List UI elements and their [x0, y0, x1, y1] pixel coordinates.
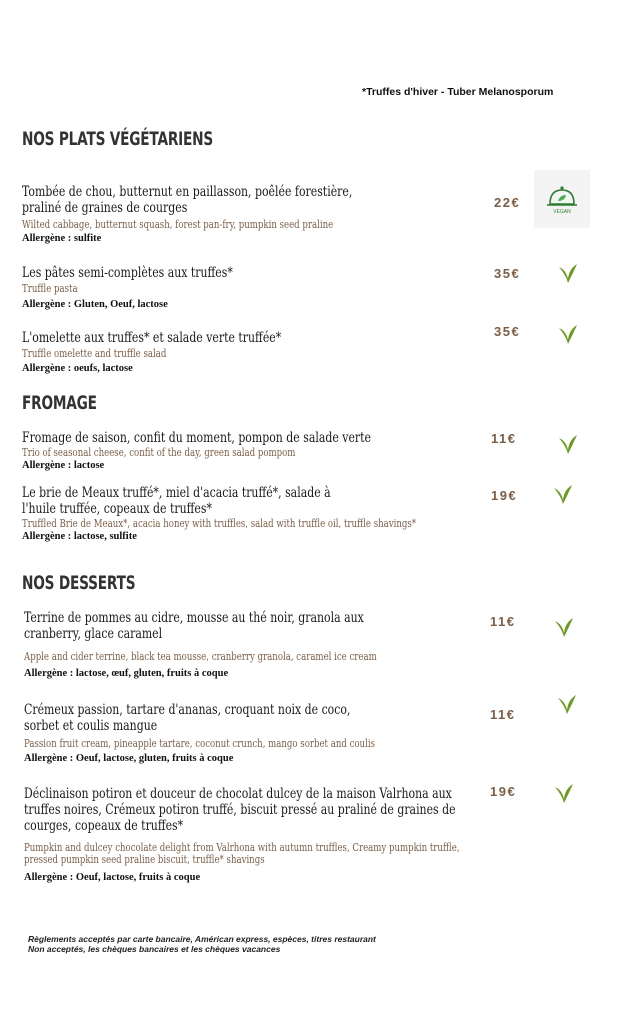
section-title-desserts: NOS DESSERTS	[22, 572, 136, 594]
dish-name: Déclinaison potiron et douceur de chocolat dulcey de la maison Valrhona aux truffes noires, Crémeux potiron truffé, biscuit pressé au praliné de graines de courges, copeaux de truffes*	[24, 786, 456, 834]
leaf-icon	[551, 482, 575, 506]
dish-price: 35€	[494, 266, 521, 281]
dish-allergens: Allergène : lactose, sulfite	[22, 531, 137, 542]
dish-name: Les pâtes semi-complètes aux truffes*	[22, 265, 233, 281]
dish-price: 19€	[491, 488, 518, 503]
dish-allergens: Allergène : lactose, œuf, gluten, fruits à coque	[24, 668, 229, 679]
dish-name: Crémeux passion, tartare d'ananas, croquant noix de coco, sorbet et coulis mangue	[24, 702, 351, 734]
dish-english: Apple and cider terrine, black tea mousse, cranberry granola, caramel ice cream	[24, 650, 377, 663]
leaf-icon	[555, 692, 579, 716]
truffle-note: *Truffes d'hiver - Tuber Melanosporum	[362, 86, 554, 98]
dish-price: 19€	[490, 784, 517, 799]
dish-price: 22€	[494, 195, 521, 210]
section-title-cheese: FROMAGE	[22, 392, 97, 414]
dish-english: Truffle omelette and truffle salad	[22, 347, 167, 360]
leaf-icon	[552, 615, 576, 639]
payment-accepted: Règlements acceptés par carte bancaire, Américan express, espèces, titres restaurant	[28, 934, 376, 944]
dish-price: 11€	[490, 707, 516, 722]
payment-footer	[28, 934, 376, 954]
dish-price: 11€	[490, 614, 516, 629]
dish-allergens: Allergène : lactose	[22, 460, 105, 471]
dish-name: Fromage de saison, confit du moment, pompon de salade verte	[22, 430, 371, 446]
dish-english: Truffled Brie de Meaux*, acacia honey with truffles, salad with truffle oil, truffle shavings*	[22, 517, 417, 530]
vegan-cloche-icon	[534, 170, 590, 228]
dish-price: 11€	[491, 431, 517, 446]
section-title-vegetarian: NOS PLATS VÉGÉTARIENS	[22, 128, 214, 150]
vegan-badge	[534, 170, 590, 228]
dish-english: Pumpkin and dulcey chocolate delight from Valrhona with autumn truffles, Creamy pumpkin truffle, pressed pumpkin seed praline biscuit, truffle* shavings	[24, 841, 460, 866]
dish-allergens: Allergène : Oeuf, lactose, gluten, fruits à coque	[24, 753, 234, 764]
dish-english: Passion fruit cream, pineapple tartare, coconut crunch, mango sorbet and coulis	[24, 737, 375, 750]
leaf-icon	[556, 432, 580, 456]
payment-not-accepted: Non acceptés, les chèques bancaires et les chèques vacances	[28, 944, 281, 954]
leaf-icon	[552, 781, 576, 805]
dish-allergens: Allergène : sulfite	[22, 233, 102, 244]
dish-name: Tombée de chou, butternut en paillasson, poêlée forestière, praliné de graines de courges	[22, 184, 353, 216]
dish-name: L'omelette aux truffes* et salade verte truffée*	[22, 330, 282, 346]
dish-name: Terrine de pommes au cidre, mousse au thé noir, granola aux cranberry, glace caramel	[24, 610, 364, 642]
dish-allergens: Allergène : Oeuf, lactose, fruits à coque	[24, 872, 201, 883]
leaf-icon	[556, 261, 580, 285]
dish-name: Le brie de Meaux truffé*, miel d'acacia truffé*, salade à l'huile truffée, copeaux de truffes*	[22, 485, 331, 517]
dish-english: Wilted cabbage, butternut squash, forest pan-fry, pumpkin seed praline	[22, 218, 334, 231]
dish-price: 35€	[494, 324, 521, 339]
leaf-icon	[556, 322, 580, 346]
dish-allergens: Allergène : oeufs, lactose	[22, 363, 133, 374]
dish-english: Truffle pasta	[22, 282, 78, 295]
dish-english: Trio of seasonal cheese, confit of the day, green salad pompom	[22, 446, 296, 459]
dish-allergens: Allergène : Gluten, Oeuf, lactose	[22, 299, 168, 310]
vegan-badge-label: VEGAN	[553, 209, 571, 215]
